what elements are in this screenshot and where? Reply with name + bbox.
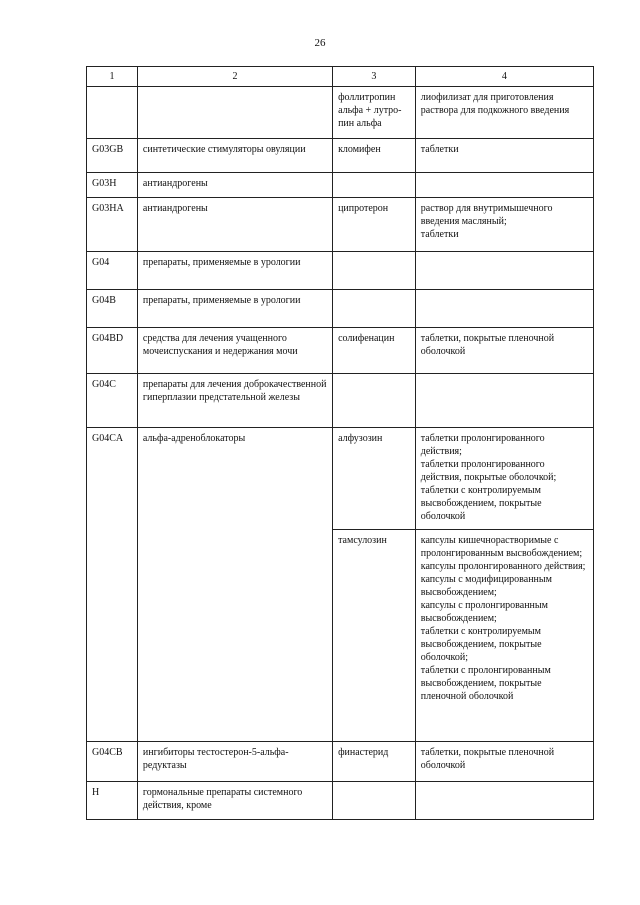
- dosage-form-cell: таблетки, покрытые пленочной оболочкой: [415, 328, 593, 374]
- dosage-form-cell: таблетки: [415, 139, 593, 173]
- table-header-row: [87, 67, 594, 87]
- dosage-form-cell: [415, 173, 593, 198]
- dosage-form-cell: раствор для внутримышечного введения масляный; таблетки: [415, 198, 593, 252]
- drug-classification-table: [86, 66, 594, 820]
- column-header-2: 2: [137, 67, 332, 87]
- table-row: [87, 428, 594, 530]
- group-name-cell: синтетические стимуляторы овуляции: [137, 139, 332, 173]
- inn-cell: [333, 290, 416, 328]
- atc-code-cell: G03HA: [87, 198, 138, 252]
- atc-code-cell: G03H: [87, 173, 138, 198]
- group-name-cell: препараты, применяемые в урологии: [137, 290, 332, 328]
- inn-cell: алфузозин: [333, 428, 416, 530]
- dosage-form-cell: [415, 374, 593, 428]
- group-name-cell: гормональные препараты системного действия, кроме: [137, 782, 332, 820]
- table-row: [87, 328, 594, 374]
- group-name-cell: средства для лечения учащенного мочеиспускания и недержания мочи: [137, 328, 332, 374]
- inn-cell: [333, 374, 416, 428]
- dosage-form-cell: таблетки пролонгированного действия; таблетки пролонгированного действия, покрытые оболочкой; таблетки с контролируемым высвобождением, покрытые оболочкой: [415, 428, 593, 530]
- dosage-form-cell: [415, 252, 593, 290]
- atc-code-cell: G04CB: [87, 742, 138, 782]
- dosage-form-cell: лиофилизат для приготовления раствора для подкожного введения: [415, 87, 593, 139]
- atc-code-cell: G04CA: [87, 428, 138, 742]
- atc-code-cell: H: [87, 782, 138, 820]
- dosage-form-cell: таблетки, покрытые пленочной оболочкой: [415, 742, 593, 782]
- table-row: [87, 374, 594, 428]
- inn-cell: фоллитропин альфа + лутро-пин альфа: [333, 87, 416, 139]
- page-number: 26: [314, 37, 326, 49]
- inn-cell: [333, 252, 416, 290]
- group-name-cell: препараты для лечения доброкачественной гиперплазии предстательной железы: [137, 374, 332, 428]
- group-name-cell: препараты, применяемые в урологии: [137, 252, 332, 290]
- group-name-cell: [137, 87, 332, 139]
- inn-cell: [333, 782, 416, 820]
- table-row: [87, 782, 594, 820]
- inn-cell: солифенацин: [333, 328, 416, 374]
- dosage-form-cell: [415, 782, 593, 820]
- atc-code-cell: G04B: [87, 290, 138, 328]
- atc-code-cell: G03GB: [87, 139, 138, 173]
- atc-code-cell: G04BD: [87, 328, 138, 374]
- column-header-4: 4: [415, 67, 593, 87]
- table-row: [87, 139, 594, 173]
- inn-cell: ципротерон: [333, 198, 416, 252]
- inn-cell: [333, 173, 416, 198]
- table-row: [87, 252, 594, 290]
- inn-cell: кломифен: [333, 139, 416, 173]
- column-header-3: 3: [333, 67, 416, 87]
- table-row: [87, 198, 594, 252]
- column-header-1: 1: [87, 67, 138, 87]
- atc-code-cell: G04: [87, 252, 138, 290]
- group-name-cell: альфа-адреноблокаторы: [137, 428, 332, 742]
- table-row: [87, 290, 594, 328]
- dosage-form-cell: [415, 290, 593, 328]
- group-name-cell: антиандрогены: [137, 173, 332, 198]
- table-row: [87, 87, 594, 139]
- group-name-cell: ингибиторы тестостерон-5-альфа-редуктазы: [137, 742, 332, 782]
- group-name-cell: антиандрогены: [137, 198, 332, 252]
- inn-cell: тамсулозин: [333, 530, 416, 742]
- inn-cell: финастерид: [333, 742, 416, 782]
- table-row: [87, 742, 594, 782]
- table-row: [87, 173, 594, 198]
- dosage-form-cell: капсулы кишечнорастворимые с пролонгированным высвобождением; капсулы пролонгированного действия; капсулы с модифицированным высвобождением; капсулы с пролонгированным высвобождением; таблетки с контролируемым высвобождением, покрытые оболочкой; таблетки с пролонгированным высвобождением, покрытые пленочной оболочкой: [415, 530, 593, 742]
- atc-code-cell: G04C: [87, 374, 138, 428]
- atc-code-cell: [87, 87, 138, 139]
